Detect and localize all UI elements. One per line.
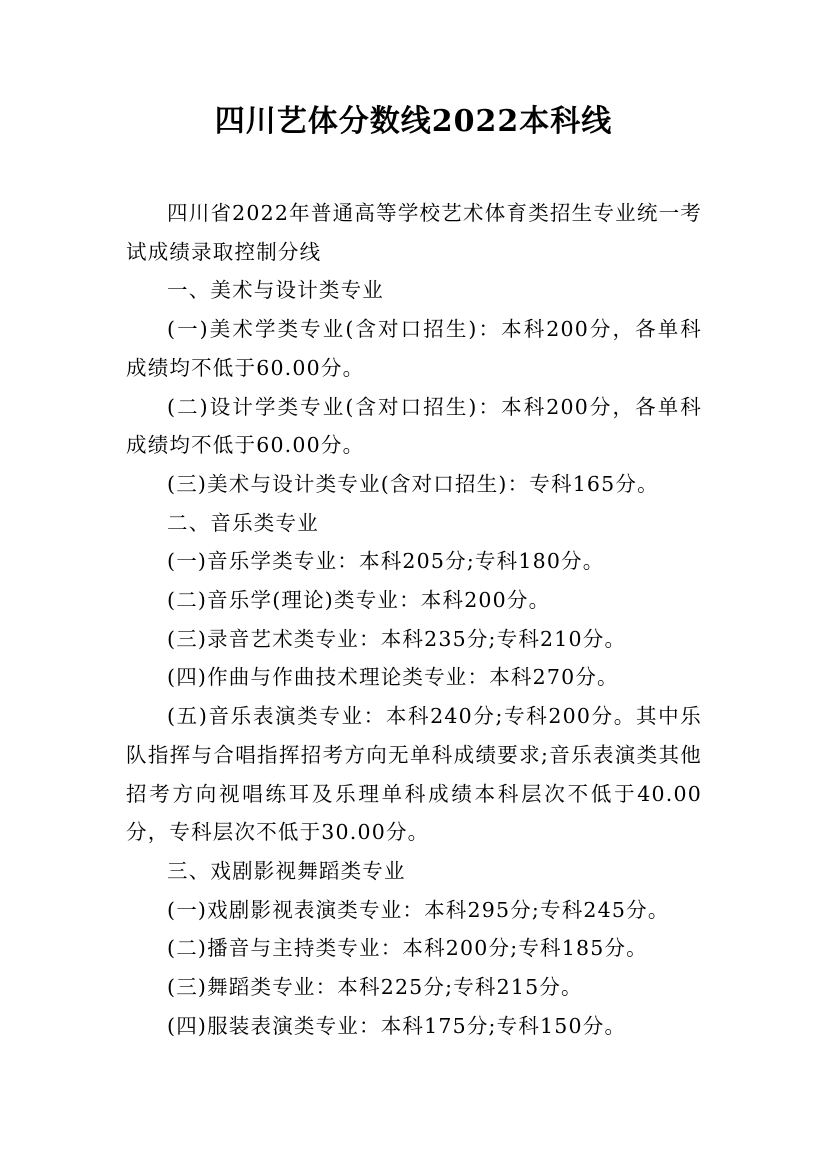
list-item: (四)作曲与作曲技术理论类专业：本科270分。 xyxy=(167,665,619,690)
list-item: (二)播音与主持类专业：本科200分;专科185分。 xyxy=(167,936,648,961)
section-heading-drama-dance: 三、戏剧影视舞蹈类专业 xyxy=(167,858,406,883)
list-item: (二)音乐学(理论)类专业：本科200分。 xyxy=(167,588,551,613)
document-body xyxy=(126,194,702,1045)
list-item: (二)设计学类专业(含对口招生)：本科200分，各单科成绩均不低于60.00分。 xyxy=(126,394,702,458)
list-item: (三)美术与设计类专业(含对口招生)：专科165分。 xyxy=(167,471,659,496)
list-item: (一)音乐学类专业：本科205分;专科180分。 xyxy=(167,549,605,574)
list-item: (三)录音艺术类专业：本科235分;专科210分。 xyxy=(167,626,627,651)
section-heading-music: 二、音乐类专业 xyxy=(167,510,319,535)
section-heading-art-design: 一、美术与设计类专业 xyxy=(167,278,384,303)
document-title: 四川艺体分数线2022本科线 xyxy=(214,104,613,139)
list-item: (一)戏剧影视表演类专业：本科295分;专科245分。 xyxy=(167,897,670,922)
list-item: (五)音乐表演类专业：本科240分;专科200分。其中乐队指挥与合唱指挥招考方向无单科成绩要求;音乐表演类其他招考方向视唱练耳及乐理单科成绩本科层次不低于40.00分，专科层次不低于30.00分。 xyxy=(126,704,702,845)
list-item: (三)舞蹈类专业：本科225分;专科215分。 xyxy=(167,975,583,1000)
intro-paragraph: 四川省2022年普通高等学校艺术体育类招生专业统一考试成绩录取控制分线 xyxy=(126,201,702,264)
list-item: (四)服装表演类专业：本科175分;专科150分。 xyxy=(167,1013,627,1038)
list-item: (一)美术学类专业(含对口招生)：本科200分，各单科成绩均不低于60.00分。 xyxy=(126,317,702,380)
